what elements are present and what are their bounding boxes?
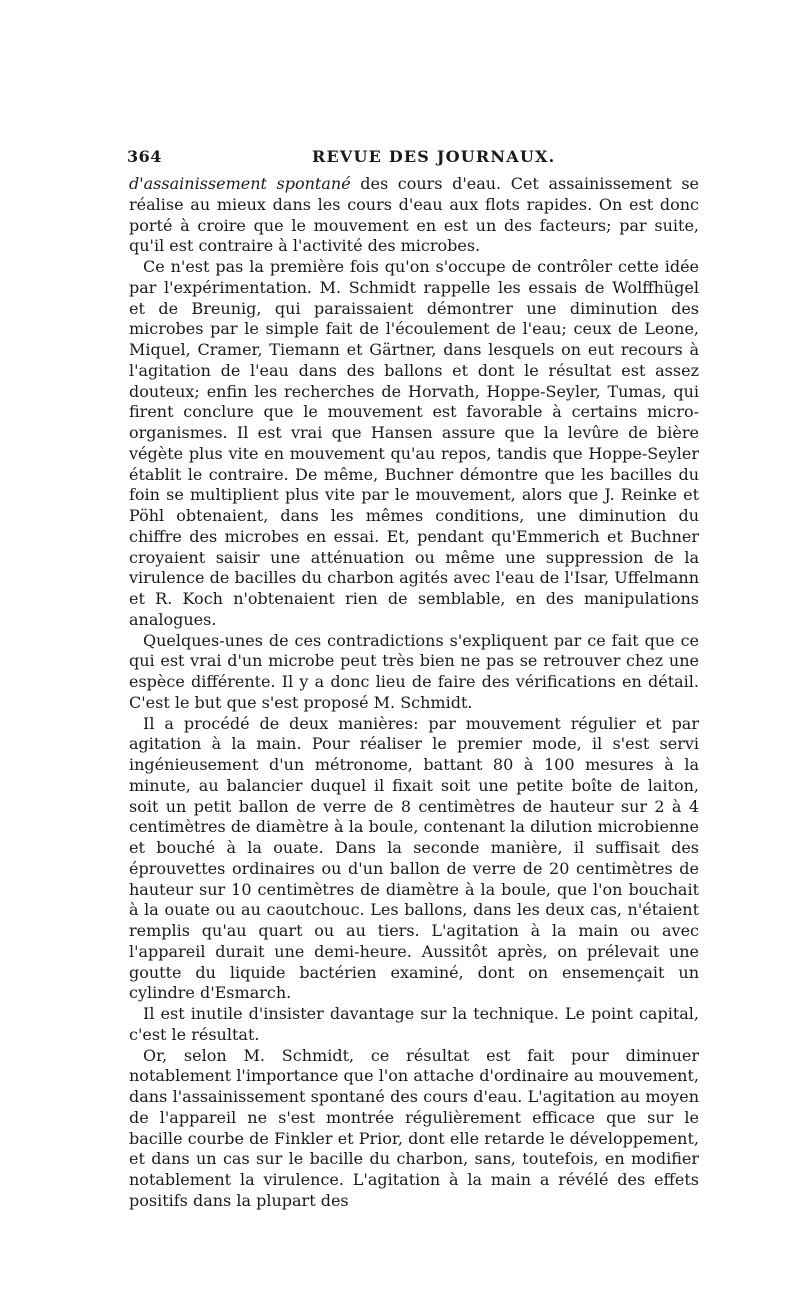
running-head: REVUE DES JOURNAUX. xyxy=(312,147,556,166)
paragraph: Il a procédé de deux manières: par mouvement régulier et par agitation à la main. Pour réaliser le premier mode, il s'est servi ingénieusement d'un métronome, battant 80 à 100 mesures à la minute, au balancier duquel il fixait soit une petite boîte de laiton, soit un petit ballon de verre de 8 centimètres de hauteur sur 2 à 4 centimètres de diamètre à la boule, contenant la dilution microbienne et bouché à la ouate. Dans la seconde manière, il suffisait des éprouvettes ordinaires ou d'un ballon de verre de 20 centimètres de hauteur sur 10 centimètres de diamètre à la boule, que l'on bouchait à la ouate ou au caoutchouc. Les ballons, dans les deux cas, n'étaient remplis qu'au quart ou au tiers. L'agitation à la main ou avec l'appareil durait une demi-heure. Aussitôt après, on prélevait une goutte du liquide bactérien examiné, dont on ensemençait un cylindre d'Esmarch. xyxy=(129,713,699,1003)
paragraph: Or, selon M. Schmidt, ce résultat est fait pour diminuer notablement l'importance que l'on attache d'ordinaire au mouvement, dans l'assainissement spontané des cours d'eau. L'agitation au moyen de l'appareil ne s'est montrée régulièrement efficace que sur le bacille courbe de Finkler et Prior, dont elle retarde le développement, et dans un cas sur le bacille du charbon, sans, toutefois, en modifier notablement la virulence. L'agitation à la main a révélé des effets positifs dans la plupart des xyxy=(129,1045,699,1210)
paragraph: Il est inutile d'insister davantage sur la technique. Le point capital, c'est le résultat. xyxy=(129,1004,699,1044)
paragraph xyxy=(129,174,699,257)
paragraph: Ce n'est pas la première fois qu'on s'occupe de contrôler cette idée par l'expérimentation. M. Schmidt rappelle les essais de Wolffhügel et de Breunig, qui paraissaient démontrer une diminution des microbes par le simple fait de l'écoulement de l'eau; ceux de Leone, Miquel, Cramer, Tiemann et Gärtner, dans lesquels on eut recours à l'agitation de l'eau dans des ballons et dont le résultat est assez douteux; enfin les recherches de Horvath, Hoppe-Seyler, Tumas, qui firent conclure que le mouvement est favorable à certains micro-organismes. Il est vrai que Hansen assure que la levûre de bière végète plus vite en mouvement qu'au repos, tandis que Hoppe-Seyler établit le contraire. De même, Buchner démontre que les bacilles du foin se multiplient plus vite par le mouvement, alors que J. Reinke et Pöhl obtenaient, dans les mêmes conditions, une diminution du chiffre des microbes en essai. Et, pendant qu'Emmerich et Buchner croyaient saisir une atténuation ou même une suppression de la virulence de bacilles du charbon agités avec l'eau de l'Isar, Uffelmann et R. Koch n'obtenaient rien de semblable, en des manipulations analogues. xyxy=(129,257,699,629)
paragraph: Quelques-unes de ces contradictions s'expliquent par ce fait que ce qui est vrai d'un microbe peut très bien ne pas se retrouver chez une espèce différente. Il y a donc lieu de faire des vérifications en détail. C'est le but que s'est proposé M. Schmidt. xyxy=(129,630,699,712)
page-number: 364 xyxy=(127,147,162,166)
page-header xyxy=(127,147,697,171)
paragraph-text: des cours d'eau. Cet assainissement se réalise au mieux dans les cours d'eau aux flots rapides. On est donc porté à croire que le mouvement en est un des facteurs; par suite, qu'il est contraire à l'activité des microbes. xyxy=(129,174,700,256)
italic-phrase: d'assainissement spontané xyxy=(129,174,351,193)
article-body xyxy=(129,174,699,1212)
